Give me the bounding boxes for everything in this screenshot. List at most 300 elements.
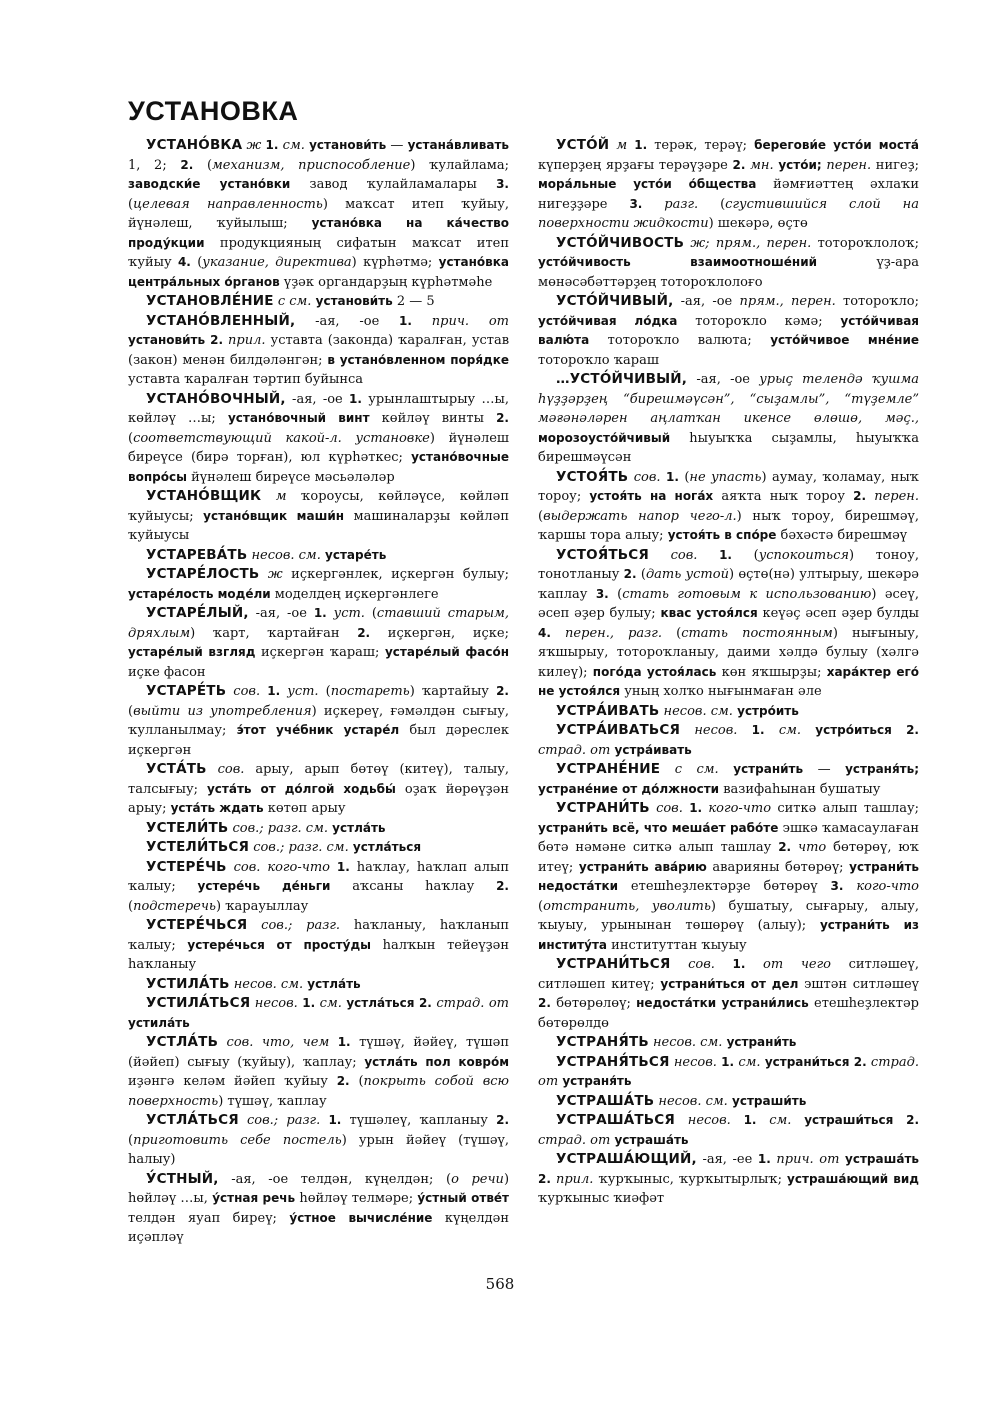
text-run: һаҡлау, һаҡлап алып ҡалыу; bbox=[128, 859, 509, 894]
italic-label: кого-что bbox=[702, 801, 772, 816]
headword: У́СТНЫЙ, bbox=[146, 1170, 219, 1187]
text-run: уставта (законда) ҡаралған, устав (закон) менән билдәләнгән; bbox=[128, 333, 510, 368]
bold-phrase: 1. bbox=[336, 859, 350, 874]
bold-phrase: устро́иться 2. bbox=[815, 723, 919, 737]
italic-label: дать устой bbox=[645, 567, 729, 582]
italic-label: несов. bbox=[250, 996, 303, 1011]
bold-phrase: морозоусто́йчивый bbox=[538, 430, 671, 445]
dictionary-entry bbox=[538, 1053, 919, 1092]
bold-phrase: 1. bbox=[634, 138, 648, 152]
text-run: аяҡта ныҡ тороу bbox=[713, 489, 854, 504]
bold-phrase: 1. bbox=[399, 313, 412, 328]
bold-phrase: у́стное вычисле́ние bbox=[289, 1210, 433, 1225]
text-run: ( bbox=[364, 606, 377, 621]
text-run: ( bbox=[193, 157, 213, 173]
italic-label: перен., разг. bbox=[550, 625, 662, 641]
text-run: күперҙең ярҙағы терәүҙәре bbox=[538, 157, 733, 173]
dictionary-entry bbox=[538, 1092, 919, 1112]
bold-phrase: 3. bbox=[830, 879, 844, 893]
text-run: ( bbox=[128, 898, 134, 914]
bold-phrase: устра́ивать bbox=[610, 742, 692, 757]
text-run: терәк, терәү; bbox=[647, 138, 755, 153]
text-run: үҙ-ара мөнәсәбәттәрҙең тотороҡлолоғо bbox=[538, 255, 919, 290]
dictionary-entry bbox=[538, 799, 919, 955]
italic-label: см. bbox=[315, 996, 347, 1011]
dictionary-entry bbox=[128, 858, 509, 917]
text-run: ) маҡсат итеп ҡуйыу, йүнәлеш, ҡуйылыш; bbox=[128, 196, 509, 231]
text-run: ) бушатыу, сығарыу, алыу, ҡыуыу, урынынан төшөрөү (алыу); bbox=[538, 898, 919, 933]
headword: УСТРА́ИВАТЬСЯ bbox=[556, 722, 681, 738]
text-run: -ая, -ое bbox=[687, 372, 760, 387]
text-run: -ая, -ое bbox=[285, 391, 350, 407]
italic-label: прил. bbox=[223, 333, 266, 348]
bold-phrase: устере́чь де́ньги bbox=[197, 879, 331, 893]
bold-phrase: 1. bbox=[665, 469, 679, 484]
text-run: йәмғиәттең әхлаҡи нигеҙҙәре bbox=[538, 177, 919, 212]
text-run: тотороҡлолоҡ; bbox=[811, 235, 919, 251]
bold-phrase: 1. bbox=[265, 138, 279, 152]
dictionary-entry bbox=[538, 292, 919, 370]
italic-label: уст. bbox=[280, 684, 319, 699]
italic-label: несов. см. bbox=[648, 1035, 723, 1050]
bold-phrase: устраня́ть bbox=[558, 1074, 632, 1088]
bold-phrase: 1. bbox=[743, 1113, 757, 1127]
italic-label: перен. bbox=[866, 489, 919, 504]
italic-label: см. bbox=[764, 723, 816, 738]
dictionary-entry bbox=[128, 292, 509, 312]
text-run: уставта ҡаралған тәртип буйынса bbox=[128, 372, 364, 387]
text-run: көйләү винты bbox=[369, 411, 497, 426]
bold-phrase: усто́йчивое мне́ние bbox=[770, 333, 919, 347]
text-run: етешһеҙлектәр бөтөрөлдө bbox=[538, 996, 919, 1031]
dictionary-entry bbox=[128, 487, 509, 546]
italic-label: ставший старым, дряхлым bbox=[128, 606, 509, 641]
dictionary-entry bbox=[128, 390, 509, 488]
bold-phrase: 3. bbox=[629, 196, 643, 211]
text-run: көтөп арыу bbox=[263, 801, 346, 816]
text-run: вазифаһынан бушатыу bbox=[719, 781, 881, 797]
bold-phrase: у́стная речь bbox=[212, 1191, 296, 1205]
italic-label: сов.; разг. bbox=[247, 918, 341, 933]
italic-label: указание, директива bbox=[202, 255, 352, 270]
italic-label: несов. bbox=[669, 1054, 722, 1070]
bold-phrase: устаре́ть bbox=[320, 547, 387, 562]
text-run: -ая, -ое bbox=[673, 294, 740, 309]
italic-label: м bbox=[261, 489, 287, 504]
italic-label: соответствующий какой-л. установке bbox=[133, 430, 430, 446]
right-column bbox=[538, 136, 919, 1209]
italic-label: сов. bbox=[670, 957, 733, 972]
bold-phrase: 2. bbox=[853, 489, 867, 503]
bold-phrase: 4. bbox=[538, 625, 551, 640]
bold-phrase: хара́ктер его́ не устоя́лся bbox=[538, 664, 920, 698]
bold-phrase: 2. bbox=[623, 567, 637, 581]
bold-phrase: устаре́лость моде́ли bbox=[128, 586, 271, 601]
headword: УСТЕЛИ́ТЬ bbox=[146, 819, 229, 836]
italic-label: сов.; разг. см. bbox=[228, 820, 328, 836]
text-run: тотороҡло; bbox=[835, 294, 919, 309]
text-run: уның холҡо нығынмаған әле bbox=[620, 684, 822, 699]
text-run: ) ҡартайыу bbox=[409, 684, 497, 699]
bold-phrase: устана́вливать bbox=[407, 138, 510, 152]
text-run: нигеҙ; bbox=[871, 157, 919, 173]
text-run: ) йүнәлеш биреүсе (бирә торған), юл күрһәткес; bbox=[128, 430, 509, 465]
text-run: ) ҡулайлама; bbox=[410, 157, 509, 173]
italic-label: несов. см. bbox=[654, 1093, 728, 1109]
headword: УСТОЯ́ТЬ bbox=[556, 468, 629, 485]
italic-label: механизм, приспособление bbox=[212, 157, 411, 173]
text-run: ) күрһәтмә; bbox=[351, 255, 439, 270]
italic-label: сов. bbox=[206, 762, 245, 777]
bold-phrase: устрани́ть bbox=[722, 1035, 797, 1049]
page-number: 568 bbox=[485, 1275, 515, 1293]
headword: УСТЛА́ТЬСЯ bbox=[146, 1112, 239, 1128]
bold-phrase: 2. bbox=[357, 625, 371, 640]
italic-label: кого-что bbox=[843, 879, 919, 894]
italic-label: выйти из употребления bbox=[133, 703, 312, 719]
italic-label: сов. что, чем bbox=[218, 1035, 338, 1050]
text-run: аҡсаны һаҡлау bbox=[330, 879, 497, 894]
text-run: ) ҡарт, ҡартайған bbox=[190, 625, 358, 641]
italic-label: сгустившийся слой на поверхности жидкости bbox=[538, 196, 919, 231]
bold-phrase: устере́чься от просту́ды bbox=[187, 937, 371, 952]
bold-phrase: устла́ться 2. bbox=[346, 996, 432, 1010]
text-run: эштән ситләшеү bbox=[798, 976, 919, 992]
text-run: ( bbox=[128, 703, 134, 719]
headword: УСТИЛА́ТЬСЯ bbox=[146, 995, 251, 1011]
italic-label: ж; прям., перен. bbox=[684, 235, 812, 251]
left-column bbox=[128, 136, 509, 1248]
text-run: ) шекәрә, өҫтө bbox=[708, 216, 808, 231]
text-run: 1, 2; bbox=[128, 157, 181, 173]
bold-phrase: уста́ть от до́лгой ходьбы́ bbox=[206, 781, 396, 796]
bold-phrase: устила́ть bbox=[128, 1015, 190, 1030]
bold-phrase: 2. bbox=[496, 411, 509, 425]
text-run: ) тоноу, тонотланыу bbox=[538, 547, 919, 582]
headword: УСТО́ЙЧИВЫЙ, bbox=[556, 293, 674, 309]
dictionary-entry bbox=[538, 546, 919, 702]
text-run: һөйләү телмәре; bbox=[295, 1191, 418, 1206]
dictionary-entry bbox=[538, 760, 919, 799]
text-run: иҫкергәнлек, иҫкергән булыу; bbox=[282, 567, 509, 582]
bold-phrase: устла́ться bbox=[348, 840, 422, 854]
bold-phrase: 2. bbox=[778, 840, 792, 854]
headword: УСТАНО́ВЩИК bbox=[146, 488, 262, 504]
bold-phrase: 1. bbox=[757, 1152, 771, 1166]
bold-phrase: устаре́лый фасо́н bbox=[384, 645, 509, 659]
bold-phrase: устрани́ть всё, что меша́ет рабо́те bbox=[538, 820, 779, 835]
italic-label: м bbox=[609, 138, 635, 153]
text-run: бәхәстә бирешмәү bbox=[776, 528, 908, 543]
text-run: ситкә алып ташлау; bbox=[771, 801, 919, 816]
text-run: һалҡын тейеүҙән һаҡланыу bbox=[128, 937, 509, 972]
headword: УСТАРЕВА́ТЬ bbox=[146, 546, 248, 563]
italic-label: страд. от bbox=[431, 996, 509, 1011]
italic-label: целевая направленность bbox=[133, 196, 323, 212]
italic-label: мн. bbox=[745, 157, 774, 173]
headword: УСТЕРЕ́ЧЬСЯ bbox=[146, 917, 248, 933]
italic-label: отстранить, уволить bbox=[543, 898, 711, 914]
text-run: -ая, -ое bbox=[295, 313, 400, 329]
bold-phrase: в устано́вленном поря́дке bbox=[327, 352, 509, 367]
italic-label: стать постоянным bbox=[681, 625, 833, 641]
italic-label: сов. bbox=[628, 469, 666, 485]
text-run: завод ҡулайламалары bbox=[290, 177, 497, 192]
italic-label: с см. bbox=[660, 762, 719, 777]
bold-phrase: устла́ть bbox=[328, 820, 386, 835]
italic-label: см. bbox=[278, 138, 305, 153]
headword: УСТРАНЯ́ТЬ bbox=[556, 1034, 649, 1050]
text-run: түшәү, йәйеү, түшәп (йәйеп) сығыу (ҡуйыу), ҡаплау; bbox=[128, 1035, 509, 1070]
bold-phrase: устрани́ть bbox=[718, 762, 804, 776]
bold-phrase: 1. bbox=[328, 1113, 342, 1127]
text-run: — bbox=[803, 762, 846, 777]
text-run: ҡурҡыныс ҡиәфәт bbox=[538, 1191, 665, 1206]
italic-label: сов. кого-что bbox=[226, 859, 337, 875]
text-run: — bbox=[386, 138, 408, 153]
headword: УСТРАНЕ́НИЕ bbox=[556, 761, 661, 777]
text-run: һыуыҡҡа сыҙамлы, һыуыҡҡа бирешмәүсән bbox=[538, 430, 919, 465]
bold-phrase: устраша́ть 2. bbox=[538, 1152, 919, 1186]
headword: УСТО́Й bbox=[556, 137, 610, 153]
text-run: ( bbox=[538, 508, 544, 524]
bold-phrase: 2. bbox=[180, 157, 194, 172]
italic-label: ж bbox=[242, 138, 266, 153]
italic-label: прил. bbox=[550, 1171, 594, 1187]
dictionary-entry bbox=[128, 975, 509, 995]
text-run: ҡороусы, көйләүсе, көйләп ҡуйыусы; bbox=[128, 489, 509, 524]
bold-phrase: э́тот уче́бник устаре́л bbox=[236, 723, 400, 737]
dictionary-entry bbox=[538, 1033, 919, 1053]
bold-phrase: 2. bbox=[538, 996, 551, 1010]
text-run: ) иҫкереү, ғәмәлдән сығыу, ҡулланылмау; bbox=[128, 703, 509, 738]
text-run: ) түшәү, ҡаплау bbox=[218, 1093, 327, 1109]
text-run: эшкә ҡамасаулаған бөтә нәмәне ситкә алып ташлау bbox=[538, 820, 919, 855]
text-run: 2 — 5 bbox=[392, 294, 435, 309]
italic-label: выдержать напор чего-л. bbox=[543, 508, 737, 524]
text-run: ( bbox=[661, 625, 682, 641]
bold-phrase: 3. bbox=[496, 177, 509, 191]
bold-phrase: квас устоя́лся bbox=[660, 606, 758, 620]
bold-phrase: пого́да устоя́лась bbox=[592, 664, 717, 679]
text-run: ) әсеү, әсеп әҙер булыу; bbox=[538, 586, 919, 621]
dictionary-entry bbox=[128, 1111, 509, 1170]
italic-label: уст. bbox=[326, 606, 365, 621]
text-run: ( bbox=[128, 1132, 134, 1148]
text-run: ) ҡарауыллау bbox=[216, 898, 309, 914]
text-run: ) ныҡ тороу, бирешмәү, ҡаршы тора алыу; bbox=[538, 508, 920, 543]
text-run: ( bbox=[732, 547, 759, 563]
bold-phrase: 2. bbox=[336, 1074, 350, 1088]
text-run: ( bbox=[318, 684, 331, 699]
text-run: ( bbox=[636, 567, 646, 582]
text-run: етешһеҙлектәрҙе бөтөрөү bbox=[618, 879, 831, 894]
bold-phrase: 2. bbox=[496, 879, 509, 893]
italic-label: страд. от bbox=[538, 1132, 611, 1148]
italic-label: прям., перен. bbox=[739, 294, 836, 309]
italic-label: несов. bbox=[680, 723, 752, 738]
dictionary-entry bbox=[538, 370, 919, 468]
dictionary-entry bbox=[128, 819, 509, 839]
text-run: иҫке фасон bbox=[128, 664, 206, 680]
text-run: арыу, арып бөтөү (китеү), талыу, талсығыу; bbox=[128, 762, 509, 797]
bold-phrase: установи́ть bbox=[304, 138, 387, 152]
text-run: бөтөрөлөү; bbox=[550, 996, 637, 1011]
italic-label: подстеречь bbox=[133, 898, 216, 914]
dictionary-entry bbox=[128, 1033, 509, 1111]
text-run: кеүәҫ әсеп әҙер булды bbox=[757, 606, 919, 621]
headword: УСТА́ТЬ bbox=[146, 761, 207, 777]
headword: УСТРАНЯ́ТЬСЯ bbox=[556, 1053, 670, 1070]
dictionary-entry bbox=[128, 136, 509, 292]
bold-phrase: недоста́тки устрани́лись bbox=[636, 996, 809, 1010]
bold-phrase: уста́ть ждать bbox=[170, 801, 264, 815]
text-run: ( bbox=[128, 430, 134, 446]
bold-phrase: усто́йчивая валю́та bbox=[538, 313, 919, 347]
text-run: иҫкергән ҡараш; bbox=[255, 645, 385, 660]
text-run: ( bbox=[678, 469, 690, 485]
bold-phrase: устоя́ть в спо́ре bbox=[667, 528, 777, 542]
text-run: продукцияның сифатын маҡсат итеп ҡуйыу bbox=[128, 235, 509, 270]
dictionary-entry bbox=[538, 721, 919, 760]
bold-phrase: 1. bbox=[721, 1054, 735, 1069]
italic-label: сов. bbox=[226, 684, 268, 699]
text-run: ( bbox=[190, 255, 203, 270]
text-run: -ая, -ое телдән, күңелдән; ( bbox=[218, 1171, 452, 1187]
text-run: тотороҡло валюта; bbox=[589, 333, 771, 348]
italic-label: приготовить себе постель bbox=[133, 1132, 342, 1148]
headword: УСТО́ЙЧИВОСТЬ bbox=[556, 234, 685, 251]
text-run: -ая, -ее bbox=[696, 1152, 758, 1167]
italic-label: страд. от bbox=[538, 1054, 919, 1089]
bold-phrase: устла́ть пол ковро́м bbox=[364, 1054, 510, 1069]
italic-label: сов.; разг. bbox=[238, 1113, 329, 1128]
italic-label: см. bbox=[734, 1054, 765, 1070]
text-run: ҡурҡыныс, ҡурҡытырлыҡ; bbox=[593, 1171, 788, 1187]
italic-label: страд. от bbox=[538, 742, 611, 758]
text-run: ( bbox=[698, 196, 726, 212]
italic-label: несов. bbox=[675, 1113, 744, 1128]
bold-phrase: 1. bbox=[751, 723, 765, 737]
italic-label: прич. от bbox=[411, 313, 509, 329]
bold-phrase: 1. bbox=[267, 684, 281, 698]
text-run: телдән яуап биреү; bbox=[128, 1210, 290, 1226]
italic-label: от чего bbox=[745, 957, 832, 972]
text-run: йүнәлеш биреүсе мәсьәләләр bbox=[186, 469, 395, 485]
bold-phrase: устрани́ть ава́рию bbox=[578, 859, 707, 874]
italic-label: несов. см. bbox=[247, 547, 321, 563]
headword: УСТАРЕ́ЛОСТЬ bbox=[146, 566, 260, 582]
bold-phrase: заводски́е устано́вки bbox=[128, 177, 291, 191]
italic-label: не упасть bbox=[689, 469, 762, 485]
text-run: -ая, -ое bbox=[248, 606, 314, 621]
bold-phrase: 2. bbox=[732, 157, 746, 172]
running-head: УСТАНОВКА bbox=[128, 96, 299, 126]
bold-phrase: устано́вщик маши́н bbox=[203, 508, 345, 523]
headword: УСТРАША́ТЬ bbox=[556, 1092, 655, 1109]
headword: УСТАРЕ́ЛЫЙ, bbox=[146, 605, 249, 621]
bold-phrase: устраша́ть bbox=[610, 1132, 689, 1147]
bold-phrase: 1. bbox=[349, 391, 362, 406]
headword: УСТИЛА́ТЬ bbox=[146, 975, 230, 992]
bold-phrase: устро́ить bbox=[732, 703, 799, 718]
text-run: тотороҡло кәмә; bbox=[677, 313, 841, 329]
headword: УСТРАНИ́ТЬСЯ bbox=[556, 956, 671, 972]
text-run: һаҡланыу, һаҡланып ҡалыу; bbox=[128, 918, 509, 953]
dictionary-entry bbox=[128, 565, 509, 604]
bold-phrase: у́стный отве́т bbox=[417, 1191, 510, 1205]
text-run: был дәреслек иҫкергән bbox=[128, 723, 509, 758]
headword: …УСТО́ЙЧИВЫЙ, bbox=[556, 371, 688, 387]
text-run: машиналарҙы көйләп ҡуйыусы bbox=[128, 508, 509, 543]
bold-phrase: устраня́ть; bbox=[845, 762, 920, 776]
italic-label: постареть bbox=[330, 684, 410, 699]
dictionary-entry bbox=[128, 760, 509, 819]
dictionary-entry bbox=[538, 136, 919, 234]
italic-label: ж bbox=[259, 567, 283, 582]
dictionary-entry bbox=[538, 955, 919, 1033]
bold-phrase: устрани́ть из институ́та bbox=[538, 918, 919, 952]
bold-phrase: устано́вка центра́льных о́рганов bbox=[128, 255, 509, 289]
headword: УСТРАША́ТЬСЯ bbox=[556, 1112, 675, 1128]
text-run: аварияны бөтөрөү; bbox=[706, 859, 850, 875]
bold-phrase: усто́йчивость взаимоотноше́ний bbox=[538, 255, 818, 269]
dictionary-entry bbox=[128, 1170, 509, 1248]
text-run: моделдең иҫкергәнлеге bbox=[270, 586, 439, 602]
italic-label: сов. bbox=[649, 801, 690, 816]
headword: УСТЕЛИ́ТЬСЯ bbox=[146, 839, 250, 855]
bold-phrase: устано́вочные вопро́сы bbox=[128, 450, 509, 484]
bold-phrase: 4. bbox=[177, 255, 191, 269]
bold-phrase: усто́и; bbox=[773, 157, 822, 172]
bold-phrase: устано́вка на ка́чество проду́кции bbox=[128, 216, 509, 250]
dictionary-entry bbox=[538, 702, 919, 722]
text-run: ) аумау, ҡоламау, ныҡ тороу; bbox=[538, 469, 919, 504]
italic-label: стать готовым к использованию bbox=[622, 586, 872, 602]
bold-phrase: мора́льные усто́и о́бщества bbox=[538, 177, 757, 191]
bold-phrase: установи́ть bbox=[311, 294, 393, 308]
bold-phrase: устрани́ться 2. bbox=[764, 1054, 867, 1069]
text-run: тотороҡло ҡараш bbox=[538, 352, 659, 368]
bold-phrase: устраша́ющий вид bbox=[787, 1171, 919, 1186]
text-run: ( bbox=[538, 898, 544, 914]
bold-phrase: усто́йчивая ло́дка bbox=[538, 313, 678, 328]
headword: УСТРАША́ЮЩИЙ, bbox=[556, 1151, 697, 1167]
text-run: күңелдән иҫәпләү bbox=[128, 1210, 509, 1245]
italic-label: разг. bbox=[642, 196, 699, 212]
bold-phrase: устла́ть bbox=[303, 976, 361, 991]
dictionary-entry bbox=[128, 916, 509, 975]
dictionary-entry bbox=[538, 1150, 919, 1209]
text-run: ) нығыныу, яҡшырыу, тотороҡланыу, даими хәлдә булыу (хәлгә килеү); bbox=[538, 625, 919, 680]
text-run: ) һөйләү …ы, bbox=[128, 1171, 510, 1206]
dictionary-entry bbox=[128, 838, 509, 858]
headword: УСТЛА́ТЬ bbox=[146, 1034, 219, 1050]
italic-label: несов. см. bbox=[659, 703, 733, 719]
bold-phrase: устраши́ть bbox=[727, 1093, 807, 1108]
headword: УСТЕРЕ́ЧЬ bbox=[146, 858, 227, 875]
italic-label: см. bbox=[756, 1113, 805, 1128]
bold-phrase: 1. bbox=[313, 606, 327, 620]
dictionary-entry bbox=[128, 604, 509, 682]
text-run: иҙәнгә келәм йәйеп ҡуйыу bbox=[128, 1074, 337, 1089]
text-run: түшәлеү, ҡапланыу bbox=[341, 1113, 497, 1128]
italic-label: сов. bbox=[649, 547, 720, 563]
bold-phrase: 1. bbox=[719, 547, 732, 562]
bold-phrase: устаре́лый взгляд bbox=[128, 645, 256, 659]
text-run: иҫкергән, иҫке; bbox=[370, 625, 510, 641]
dictionary-entry bbox=[538, 234, 919, 293]
